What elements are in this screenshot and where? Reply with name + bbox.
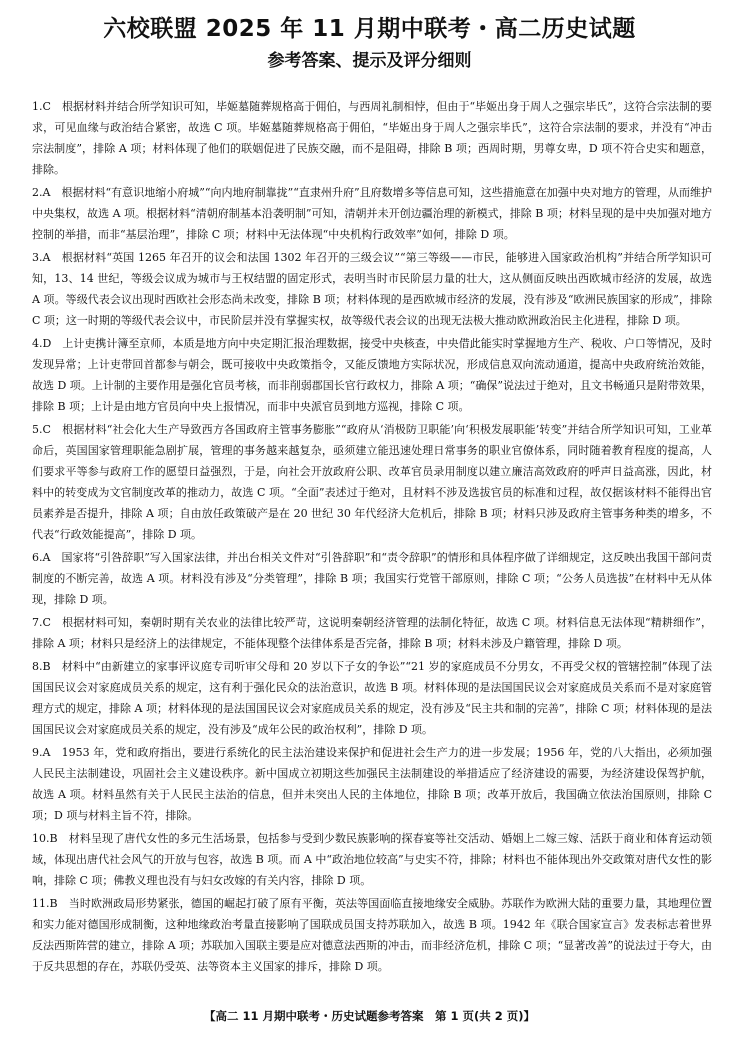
answer-item-8 (32, 656, 712, 740)
answer-number: 1.C (32, 100, 51, 113)
answer-list (32, 96, 712, 979)
answer-item-2 (32, 182, 712, 245)
answer-number: 5.C (32, 423, 51, 436)
answer-item-10 (32, 828, 712, 891)
answer-explanation: 国家将“引咎辞职”写入国家法律，并出台相关文件对“引咎辞职”和“责令辞职”的情形和具体程序做了详细规定，这反映出我国干部问责制度的不断完善，故选 A 项。材料没有涉及“分类管理”，排除 B 项；我国实行党管干部原则，排除 C 项；“公务人员选拔”在材料中无从体现，排除 D 项。 (32, 551, 712, 606)
answer-explanation: 根据材料“社会化大生产导致西方各国政府主管事务膨胀”“政府从‘消极防卫职能’向‘积极发展职能’转变”并结合所学知识可知，工业革命后，英国国家管理职能急剧扩展，管理的事务越来越复杂，亟须建立能迅速处理日常事务的职业官僚体系，同时随着教育程度的提高，人们要求平等参与政府工作的愿望日益强烈，于是，向社会开放政府公职、改革官员录用制度以建立廉洁高效政府的呼声日益高涨，因此，材料中的转变成为文官制度改革的推动力，故选 C 项。“全面”表述过于绝对，且材料不涉及选拔官员的标准和过程，故仅据该材料不能得出官员素养是否提升，排除 A 项；自由放任政策破产是在 20 世纪 30 年代经济大危机后，排除 B 项；材料只涉及政府主管事务种类的增多，不代表“行政效能提高”，排除 D 项。 (32, 423, 713, 541)
answer-item-5 (32, 419, 712, 545)
answer-explanation: 根据材料可知，秦朝时期有关农业的法律比较严苛，这说明秦朝经济管理的法制化特征，故选 C 项。材料信息无法体现“精耕细作”，排除 A 项；材料只是经济上的法律规定，不能体现整个法律体系是否完备，排除 B 项；材料未涉及户籍管理，排除 D 项。 (32, 616, 713, 650)
answer-item-1 (32, 96, 712, 180)
answer-number: 2.A (32, 186, 51, 199)
answer-number: 6.A (32, 551, 51, 564)
answer-item-11 (32, 893, 712, 977)
answer-explanation: 上计吏携计簿至京师，本质是地方向中央定期汇报治理数据，接受中央核查，中央借此能实时掌握地方生产、税收、户口等情况，及时发现异常；上计吏带回首都参与朝会，既可接收中央政策指令，又能反馈地方实际状况，形成信息双向流动通道，提高中央政府统治效能，故选 D 项。上计制的主要作用是强化官员考核，而非削弱郡国长官行政权力，排除 A 项；“确保”说法过于绝对，且文书畅通只是附带效果，排除 B 项；上计是由地方官员向中央上报情况，而非中央派官员到地方巡视，排除 C 项。 (32, 337, 713, 413)
answer-explanation: 根据材料并结合所学知识可知，毕姬墓随葬规格高于佣伯，与西周礼制相悖，但由于“毕姬出身于周人之强宗毕氏”，这符合宗法制的要求，可见血缘与政治结合紧密，故选 C 项。毕姬墓随葬规格高于佣伯，“毕姬出身于周人之强宗毕氏”，这符合宗法制的要求，并没有“冲击宗法制度”，排除 A 项；材料体现了他们的联姻促进了民族交融，而不是阻碍，排除 B 项；西周时期，男尊女卑，D 项不符合史实和题意，排除。 (32, 100, 712, 176)
answer-item-3 (32, 247, 712, 331)
answer-number: 9.A (32, 746, 51, 759)
page-footer: 【高二 11 月期中联考・历史试题参考答案 第 1 页(共 2 页)】 (203, 1009, 536, 1023)
answer-number: 11.B (32, 897, 58, 910)
answer-item-7 (32, 612, 712, 654)
answer-number: 10.B (32, 832, 58, 845)
answer-explanation: 根据材料“有意识地缩小府城”“向内地府制靠拢”“直隶州升府”且府数增多等信息可知，这些措施意在加强中央对地方的管理，从而维护中央集权，故选 A 项。根据材料“清朝府制基本沿袭明制”可知，清朝并未开创边疆治理的新模式，排除 B 项；材料呈现的是中央加强对地方控制的举措，而非“基层治理”，排除 C 项；材料中无法体现“中央机构行政效率”如何，排除 D 项。 (32, 186, 712, 241)
answer-number: 8.B (32, 660, 51, 673)
answer-explanation: 根据材料“英国 1265 年召开的议会和法国 1302 年召开的三级会议”“第三等级——市民，能够进入国家政治机构”并结合所学知识可知，13、14 世纪，等级会议成为城市与王权结盟的固定形式，表明当时市民阶层力量的壮大，这从侧面反映出西欧城市经济的发展，故选 A 项。等级代表会议出现时西欧社会形态尚未改变，排除 B 项；材料体现的是西欧城市经济的发展，没有涉及“欧洲民族国家的形成”，排除 C 项；这一时期的等级代表会议中，市民阶层并没有掌握实权，故等级代表会议的出现无法极大推动欧洲政治民主化进程，排除 D 项。 (32, 251, 713, 327)
answer-number: 3.A (32, 251, 51, 264)
answer-number: 4.D (32, 337, 52, 350)
answer-explanation: 当时欧洲政局形势紧张，德国的崛起打破了原有平衡，英法等国面临直接地缘安全威胁。苏联作为欧洲大陆的重要力量，其地理位置和实力能对德国形成制衡，这种地缘政治考量直接影响了国联成员国支持苏联加入，故选 B 项。1942 年《联合国家宣言》发表标志着世界反法西斯阵营的建立，排除 A 项；苏联加入国联主要是应对德意法西斯的冲击，而非经济危机，排除 C 项；“显著改善”的说法过于夸大，由于反共思想的存在，苏联仍受英、法等资本主义国家的排斥，排除 D 项。 (32, 897, 712, 973)
answer-explanation: 材料中“由新建立的家事评议庭专司听审父母和 20 岁以下子女的争讼”“21 岁的家庭成员不分男女，不再受父权的管辖控制”体现了法国国民议会对家庭成员关系的规定，这有利于强化民众的法治意识，故选 B 项。材料体现的是法国国民议会对家庭成员关系而不是对家庭管理方式的规定，排除 A 项；材料体现的是法国国民议会对家庭成员关系的规定，没有涉及“民主共和制的完善”，排除 C 项；材料体现的是法国国民议会对家庭成员关系的规定，没有涉及“成年公民的政治权利”，排除 D 项。 (32, 660, 712, 736)
answer-item-4 (32, 333, 712, 417)
page-subtitle: 参考答案、提示及评分细则 (267, 51, 472, 71)
answer-explanation: 材料呈现了唐代女性的多元生活场景，包括参与受到少数民族影响的探春宴等社交活动、婚姻上二嫁三嫁、活跃于商业和体育运动领域，体现出唐代社会风气的开放与包容，故选 B 项。而 A 中“政治地位较高”与史实不符，排除；材料也不能体现出外交政策对唐代女性的影响，排除 C 项；佛教义理也没有与妇女改嫁的有关内容，排除 D 项。 (32, 832, 712, 887)
answer-item-6 (32, 547, 712, 610)
answer-explanation: 1953 年，党和政府指出，要进行系统化的民主法治建设来保护和促进社会生产力的进一步发展；1956 年，党的八大指出，必须加强人民民主法制建设，巩固社会主义建设秩序。新中国成立初期这些加强民主法制建设的举措适应了经济建设的需要，为经济建设保驾护航，故选 A 项。材料虽然有关于人民民主法治的信息，但并未突出人民的主体地位，排除 B 项；改革开放后，我国确立依法治国原则，排除 C 项；D 项与材料主旨不符，排除。 (32, 746, 712, 822)
answer-number: 7.C (32, 616, 51, 629)
page-title: 六校联盟 2025 年 11 月期中联考・高二历史试题 (103, 16, 636, 42)
answer-item-9 (32, 742, 712, 826)
